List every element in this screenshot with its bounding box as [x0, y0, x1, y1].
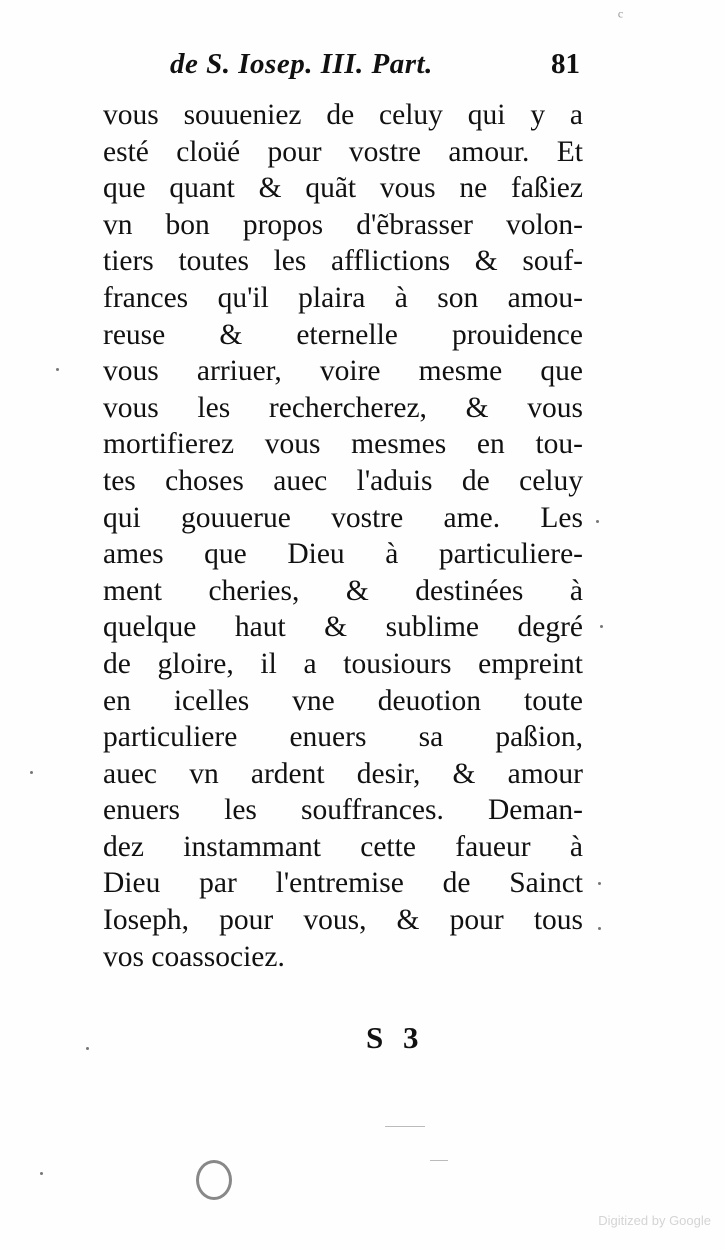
ink-speck [598, 927, 601, 930]
text-line: que quant & quãt vous ne faßiez [103, 172, 583, 205]
signature-mark: S 3 [366, 1020, 425, 1055]
text-line: mortifierez vous mesmes en tou- [103, 428, 583, 461]
library-stamp-icon [196, 1160, 232, 1200]
text-line: quelque haut & sublime degré [103, 611, 583, 644]
text-line: esté cloüé pour vostre amour. Et [103, 135, 583, 168]
text-line: vous arriuer, voire mesme que [103, 355, 583, 388]
text-line: de gloire, il a tousiours empreint [103, 647, 583, 680]
text-line: qui gouuerue vostre ame. Les [103, 501, 583, 534]
ink-speck [56, 368, 59, 371]
text-line: Ioseph, pour vous, & pour tous [103, 904, 583, 937]
text-line: Dieu par l'entremise de Sainct [103, 867, 583, 900]
ink-speck [30, 771, 33, 774]
ink-speck [86, 1047, 89, 1050]
text-line: ment cheries, & destinées à [103, 574, 583, 607]
text-line: vn bon propos d'ẽbrasser volon- [103, 208, 583, 241]
page-number: 81 [551, 48, 580, 80]
running-head [170, 48, 580, 88]
text-line: dez instammant cette faueur à [103, 830, 583, 863]
text-line: auec vn ardent desir, & amour [103, 757, 583, 790]
faint-rule [430, 1160, 448, 1161]
faint-rule [385, 1126, 425, 1127]
text-line: tiers toutes les afflictions & souf- [103, 245, 583, 278]
watermark: Digitized by Google [598, 1213, 711, 1228]
ink-speck [596, 520, 599, 523]
text-line: enuers les souffrances. Deman- [103, 794, 583, 827]
text-line: frances qu'il plaira à son amou- [103, 281, 583, 314]
text-line: ames que Dieu à particuliere- [103, 538, 583, 571]
text-line: vous souueniez de celuy qui y a [103, 99, 583, 131]
text-line: vous les rechercherez, & vous [103, 391, 583, 424]
text-line: vos coassociez. [103, 940, 285, 973]
text-line: tes choses auec l'aduis de celuy [103, 464, 583, 497]
text-line: reuse & eternelle prouidence [103, 318, 583, 351]
body-text [103, 97, 583, 975]
ink-speck [40, 1172, 43, 1175]
corner-speck-icon: ᶜ [618, 6, 624, 28]
text-line: en icelles vne deuotion toute [103, 684, 583, 717]
text-line: particuliere enuers sa paßion, [103, 721, 583, 754]
ink-speck [598, 882, 601, 885]
ink-speck [600, 625, 603, 628]
running-title: de S. Iosep. III. Part. [170, 48, 433, 80]
